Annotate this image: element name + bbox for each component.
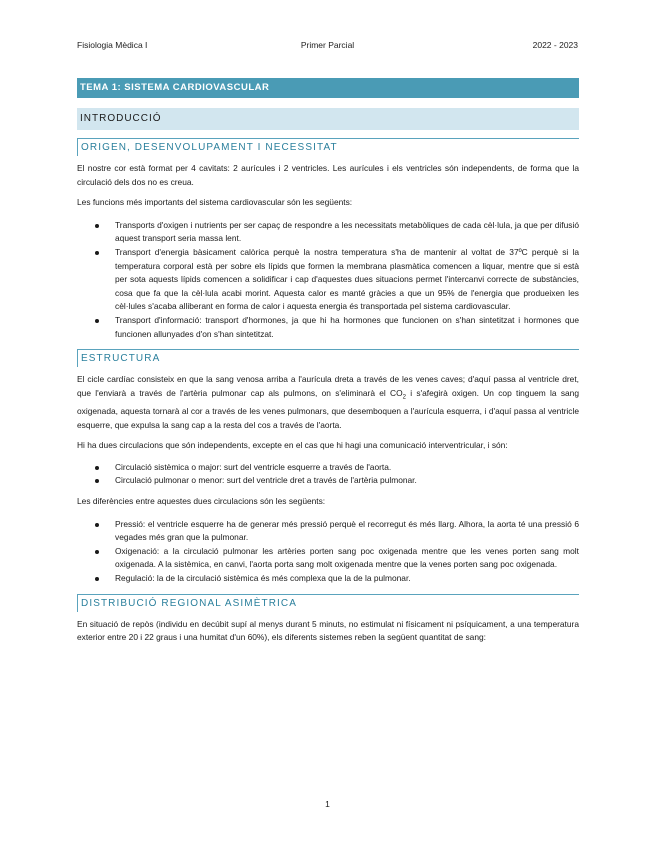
paragraph-repos: En situació de repòs (individu en decúbit supí al menys durant 5 minuts, no estimulat ni físicament ni psíquicament, a una temperatura exterior entre 20 i 22 graus i una humitat d'un 60%), els diferents sistemes reben la següent quantitat de sang: [77, 618, 579, 643]
subsection-title-origen: ORIGEN, DESENVOLUPAMENT I NECESSITAT [77, 138, 579, 156]
section-title-introduccio: INTRODUCCIÓ [77, 108, 579, 130]
chapter-title: TEMA 1: SISTEMA CARDIOVASCULAR [77, 78, 579, 98]
cicle-text-a: El cicle cardíac consisteix en que la sang venosa arriba a l'aurícula dreta a través de les venes caves; d'aquí passa al ventricle dret, que l'enviarà a través de l'artèria pulmonar cap als pulmons, on s'eliminarà el CO [77, 374, 579, 398]
header-exam: Primer Parcial [300, 40, 355, 50]
list-item: Transports d'oxigen i nutrients per ser capaç de respondre a les necessitats metabòliques de cada cèl·lula, ja que per difusió aquest transport seria massa lent. [115, 219, 579, 246]
paragraph-diferencies: Les diferències entre aquestes dues circulacions són les següents: [77, 495, 326, 506]
co2-subscript: 2 [402, 394, 406, 401]
page-number: 1 [325, 799, 330, 809]
page-content [77, 78, 579, 645]
page-header [77, 40, 578, 50]
paragraph-funcions-intro: Les funcions més importants del sistema cardiovascular són les següents: [77, 197, 353, 208]
paragraph-circulacions: Hi ha dues circulacions que són independents, excepte en el cas que hi hagi una comunicació interventricular, i són: [77, 440, 508, 451]
header-year: 2022 - 2023 [532, 40, 578, 50]
list-item: Transport d'informació: transport d'hormones, ja que hi ha hormones que funcionen on s'han sintetitzat i hormones que funcionen allunyades d'on s'han sintetitzat. [115, 314, 579, 341]
paragraph-cavitats: El nostre cor està format per 4 cavitats: 2 aurícules i 2 ventricles. Les aurícules i els ventricles són independents, de forma que la circulació dels dos no es creua. [77, 163, 579, 187]
differences-list [77, 518, 579, 586]
list-item: Circulació pulmonar o menor: surt del ventricle dret a través de l'artèria pulmonar. [115, 474, 579, 488]
functions-list [77, 219, 579, 341]
list-item: Pressió: el ventricle esquerre ha de generar més pressió perquè el recorregut és més llarg. Alhora, la aorta té una pressió 6 vegades més gran que la pulmonar. [115, 518, 579, 545]
subsection-title-distribucio: DISTRIBUCIÓ REGIONAL ASIMÈTRICA [77, 594, 579, 612]
list-item: Regulació: la de la circulació sistèmica és més complexa que la de la pulmonar. [115, 572, 579, 586]
list-item: Circulació sistèmica o major: surt del ventricle esquerre a través de l'aorta. [115, 461, 579, 475]
cicle-text-b: i s'afegirà oxigen. Un cop tinguem la sang oxigenada, aquesta tornarà al cor a través de les venes pulmonars, que desemboquen a l'aurícula esquerra, i d'aquí passa al ventricle esquerre, que expulsa la sang cap a la resta del cos a través de l'aorta. [77, 387, 579, 430]
circulations-list [77, 461, 579, 488]
list-item: Oxigenació: a la circulació pulmonar les artèries porten sang poc oxigenada mentre que les venes porten sang molt oxigenada. A la sistèmica, en canvi, l'aorta porta sang molt oxigenada mentre que la venes porten sang poc oxigenada. [115, 545, 579, 572]
paragraph-cicle-cardiac [77, 373, 579, 432]
subsection-title-estructura: ESTRUCTURA [77, 349, 579, 367]
list-item: Transport d'energia bàsicament calòrica perquè la nostra temperatura s'ha de mantenir al voltat de 37ºC perquè si la temperatura corporal està per sobre els lípids que formen la membrana plasmàtica comencen a liquar, mentre que si està per sota aquests lípids comencen a solidificar i cap d'aquestes dues situacions permet l'intercanvi correcte de substàncies, cosa que fa que la cèl·lula acabi morint. Aquesta calor es manté gràcies a que un 95% de l'energia que produeixen les cèl·lules s'acaba alliberant en forma de calor i aquesta energia és transportada pel sistema cardiovascular. [115, 246, 579, 314]
header-subject: Fisiologia Mèdica I [77, 40, 148, 50]
